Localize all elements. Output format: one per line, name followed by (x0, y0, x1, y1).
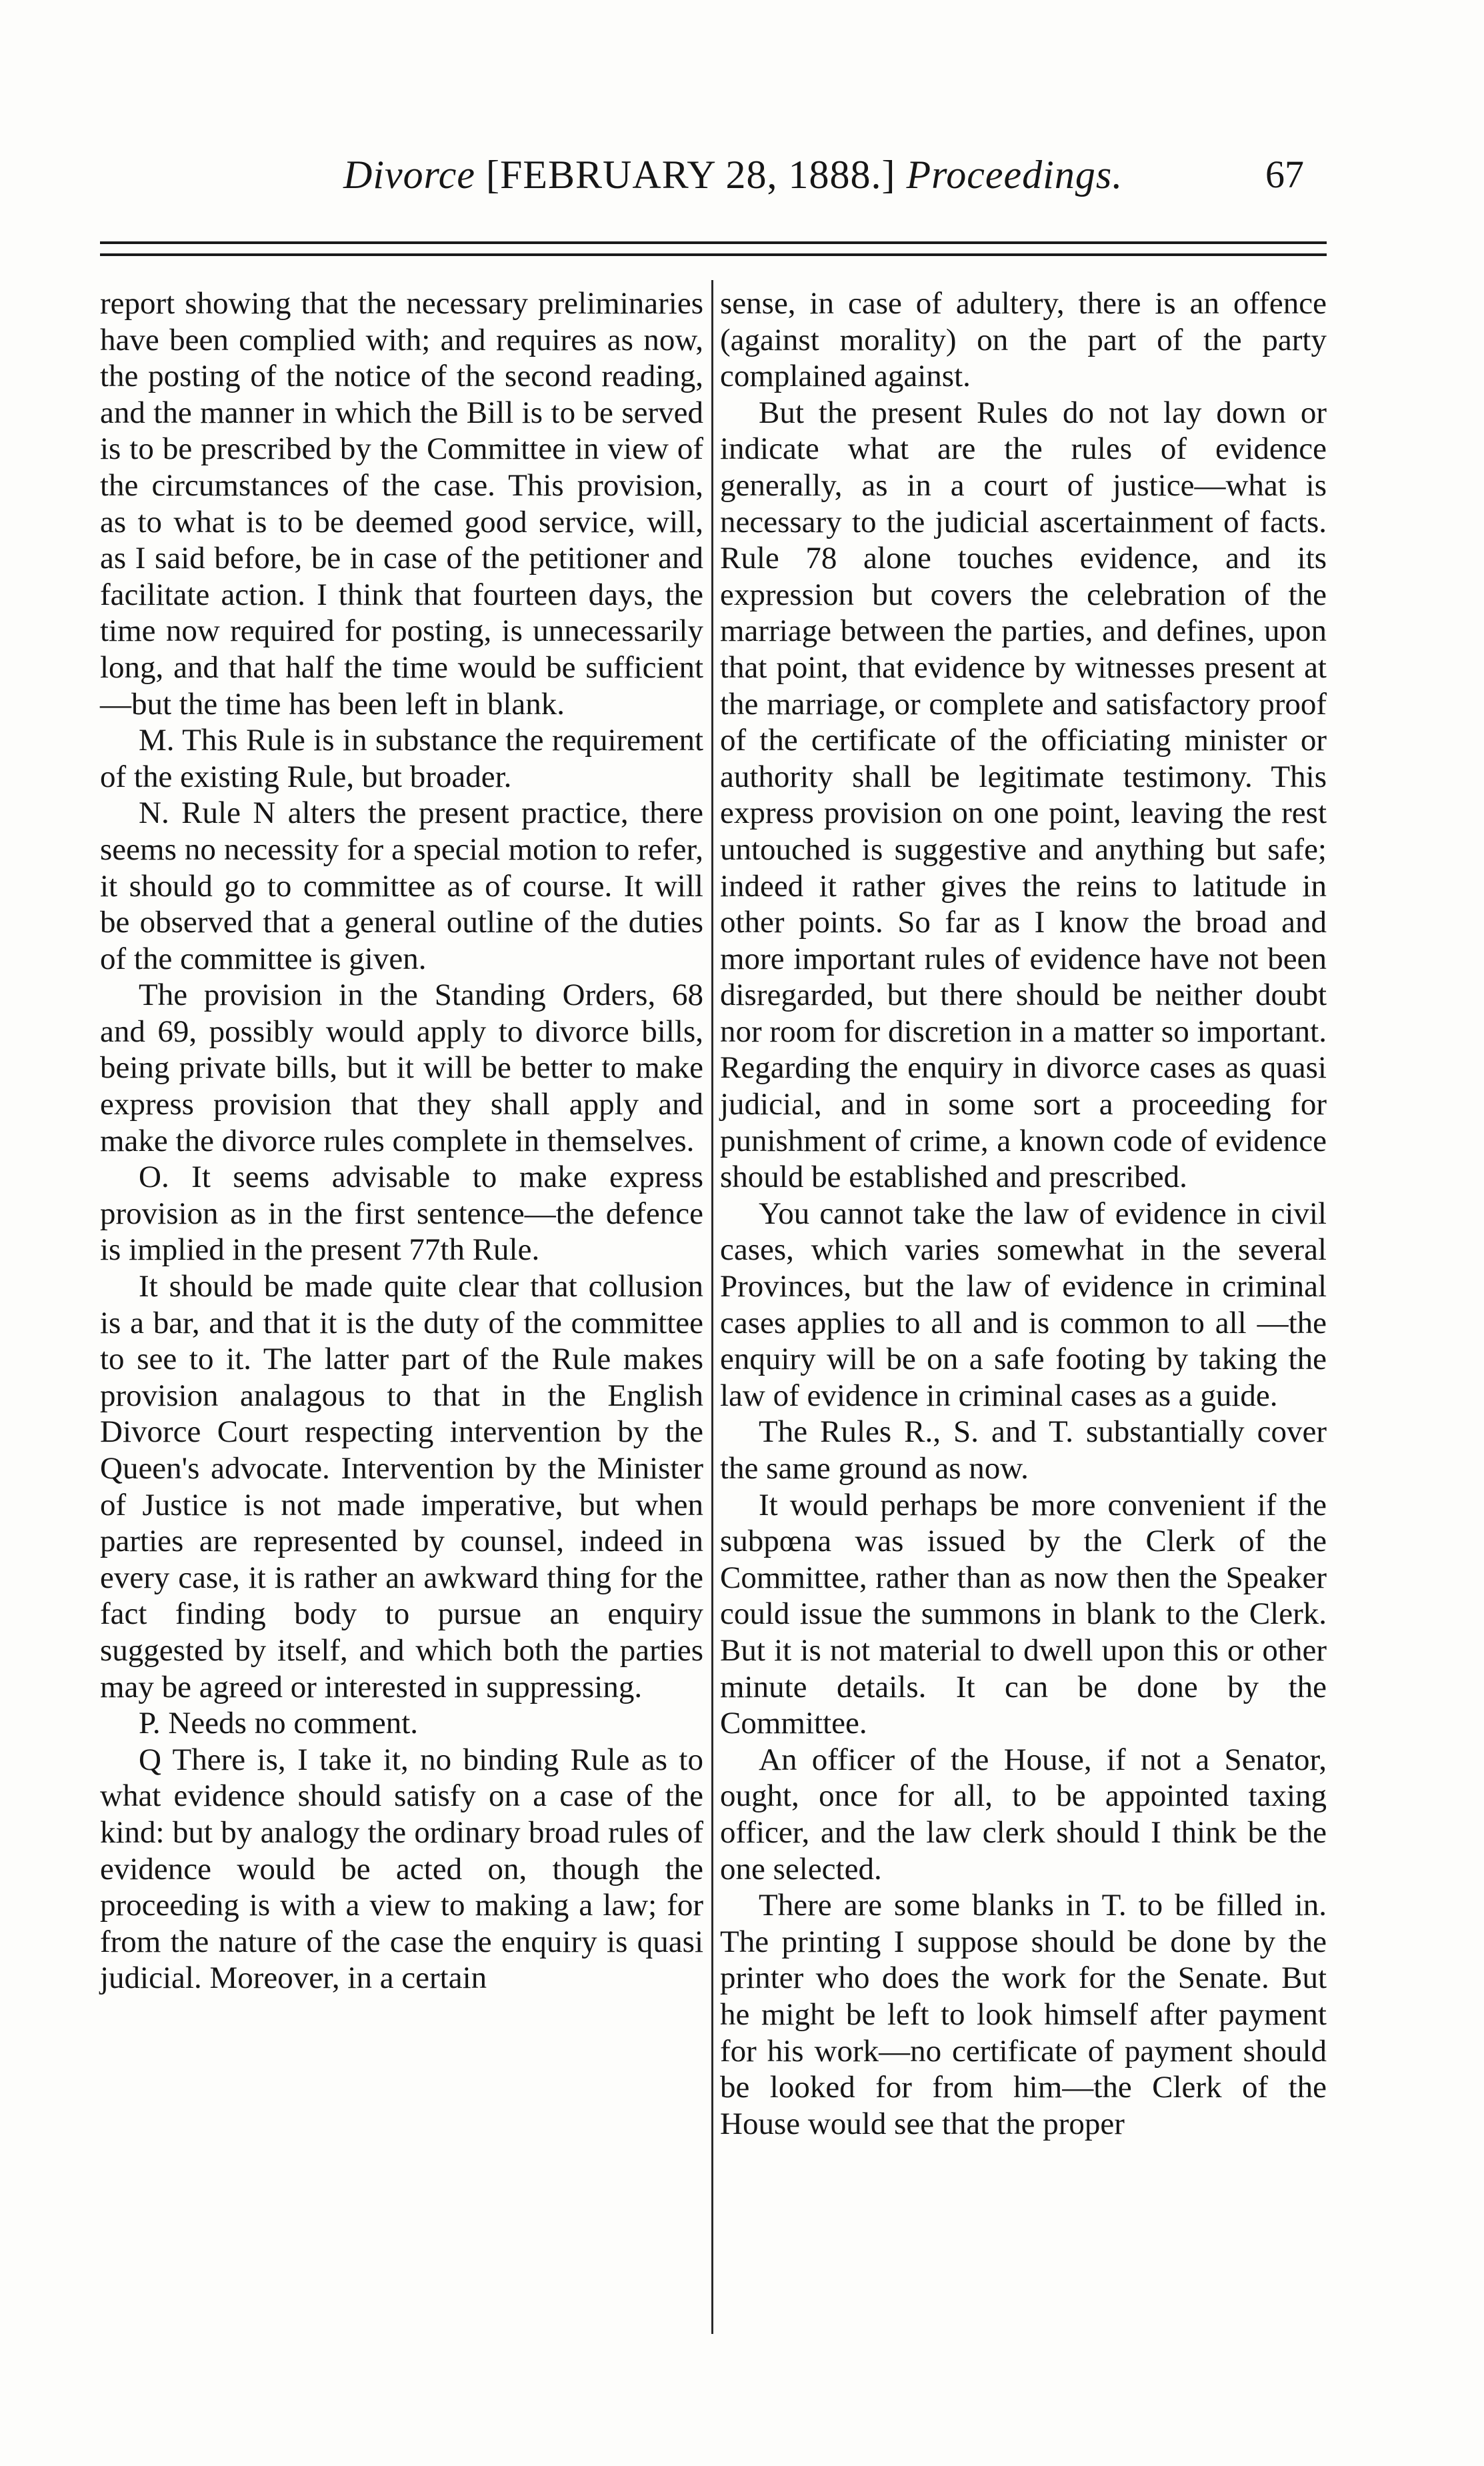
paragraph: You cannot take the law of evidence in civil cases, which varies somewhat in the several Provinces, but the law of evidence in criminal cases applies to all and is common to all —the enquiry will be on a safe footing by taking the law of evidence in criminal cases as a guide. (720, 1196, 1327, 1413)
header-double-rule (100, 241, 1327, 261)
paragraph: It should be made quite clear that collusion is a bar, and that it is the duty of the committee to see to it. The latter part of the Rule makes provision analagous to that in the English Divorce Court respecting intervention by the Queen's advocate. Intervention by the Minister of Justice is not made imperative, but when parties are represented by counsel, indeed in every case, it is rather an awkward thing for the fact finding body to pursue an enquiry suggested by itself, and which both the parties may be agreed or interested in suppressing. (100, 1269, 703, 1704)
paragraph: The provision in the Standing Orders, 68 and 69, possibly would apply to divorce bills, being private bills, but it will be better to make express provision that they shall apply and make the divorce rules complete in themselves. (100, 978, 703, 1158)
paragraph: M. This Rule is in substance the requirement of the existing Rule, but broader. (100, 723, 703, 794)
paragraph: There are some blanks in T. to be filled in. The printing I suppose should be done by the printer who does the work for the Senate. But he might be left to look himself after payment for his work—no certificate of payment should be looked for from him—the Clerk of the House would see that the proper (720, 1888, 1327, 2141)
running-head (343, 152, 1123, 198)
paragraph: But the present Rules do not lay down or indicate what are the rules of evidence generally, as in a court of justice—what is necessary to the judicial ascertainment of facts. Rule 78 alone touches evidence, and its expression but covers the celebration of the marriage between the parties, and defines, upon that point, that evidence by witnesses present at the marriage, or complete and satisfactory proof of the certificate of the officiating minister or authority shall be legitimate testimony. This express provision on one point, leaving the rest untouched is suggestive and anything but safe; indeed it rather gives the reins to latitude in other points. So far as I know the broad and more important rules of evidence have not been disregarded, but there should be neither doubt nor room for discretion in a matter so important. Regarding the enquiry in divorce cases as quasi judicial, and in some sort a proceeding for punishment of crime, a known code of evidence should be established and prescribed. (720, 395, 1327, 1195)
page-header (100, 152, 1327, 212)
running-head-date: [FEBRUARY 28, 1888.] (486, 153, 896, 197)
header-rule-lower (100, 253, 1327, 256)
paragraph: The Rules R., S. and T. substantially cover the same ground as now. (720, 1414, 1327, 1486)
paragraph: report showing that the necessary preliminaries have been complied with; and requires as now, the posting of the notice of the second reading, and the manner in which the Bill is to be served is to be prescribed by the Committee in view of the circumstances of the case. This provision, as to what is to be deemed good service, will, as I said before, be in case of the petitioner and facilitate action. I think that fourteen days, the time now required for posting, is unnecessarily long, and that half the time would be sufficient—but the time has been left in blank. (100, 286, 703, 722)
paragraph: O. It seems advisable to make express provision as in the first sentence—the defence is implied in the present 77th Rule. (100, 1160, 703, 1268)
paragraph: P. Needs no comment. (139, 1706, 419, 1741)
running-head-left: Divorce (343, 153, 476, 197)
column-divider (711, 280, 713, 2334)
page-number: 67 (1265, 153, 1304, 196)
paragraph: It would perhaps be more convenient if the subpœna was issued by the Clerk of the Committee, rather than as now then the Speaker could issue the summons in blank to the Clerk. But it is not material to dwell upon this or other minute details. It can be done by the Committee. (720, 1487, 1327, 1741)
left-column (100, 285, 703, 1997)
header-rule-upper (100, 241, 1327, 244)
paragraph: Q There is, I take it, no binding Rule as to what evidence should satisfy on a case of the kind: but by analogy the ordinary broad rules of evidence would be acted on, though the proceeding is with a view to making a law; for from the nature of the case the enquiry is quasi judicial. Moreover, in a certain (100, 1742, 703, 1996)
paragraph: An officer of the House, if not a Senator, ought, once for all, to be appointed taxing officer, and the law clerk should I think be the one selected. (720, 1742, 1327, 1887)
paragraph: N. Rule N alters the present practice, there seems no necessity for a special motion to refer, it should go to committee as of course. It will be observed that a general outline of the duties of the committee is given. (100, 796, 703, 976)
right-column (720, 285, 1327, 2142)
paragraph: sense, in case of adultery, there is an offence (against morality) on the part of the party complained against. (720, 286, 1327, 394)
running-head-right: Proceedings. (906, 153, 1123, 197)
